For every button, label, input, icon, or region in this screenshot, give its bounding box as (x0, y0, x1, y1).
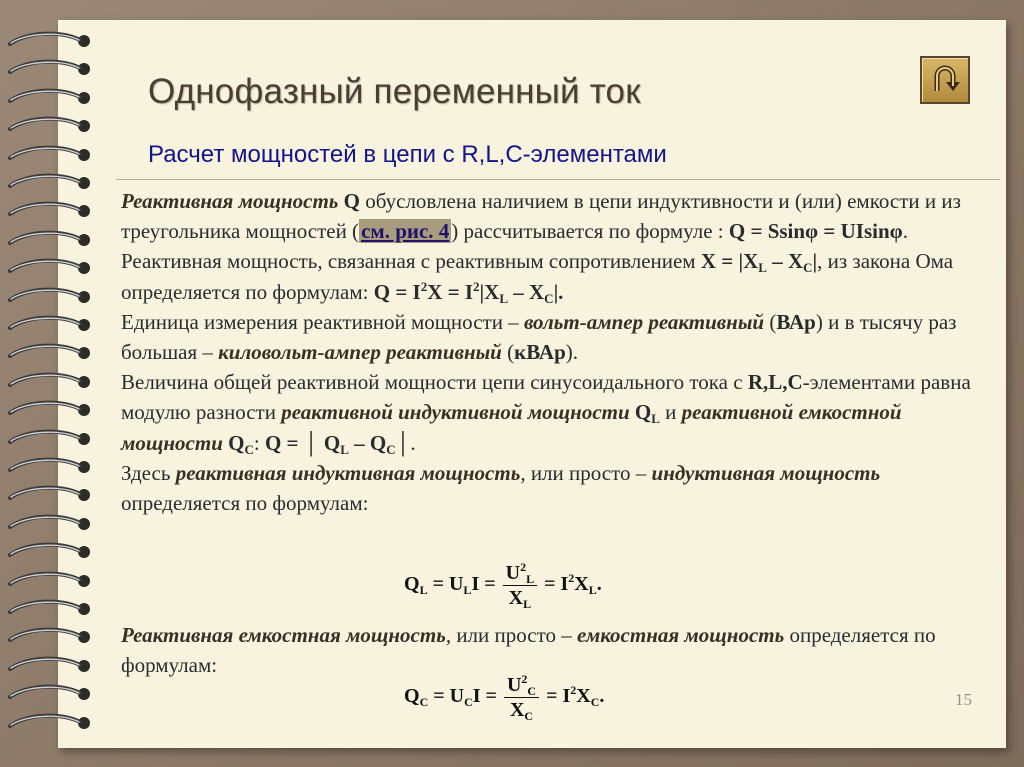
formula-ohm (374, 280, 564, 304)
divider (116, 179, 1000, 180)
fraction (504, 674, 539, 721)
fraction (503, 562, 537, 609)
slide-body (121, 186, 981, 518)
rlc: R,L,C (747, 370, 803, 395)
term: Реактивная мощность (121, 189, 339, 213)
subscript: C (386, 441, 396, 457)
formula-part: X (576, 685, 591, 708)
spiral-ring (6, 624, 98, 650)
spiral-ring (6, 511, 98, 537)
subscript: L (758, 260, 767, 276)
superscript: 2 (520, 560, 527, 574)
figure-link[interactable]: см. рис. 4 (361, 219, 450, 244)
subscript: L (499, 290, 508, 306)
subscript: L (526, 572, 535, 586)
subscript: C (244, 441, 254, 457)
paragraph-reactive-resistance (121, 246, 981, 306)
text: -элементами равна модулю разности (121, 370, 971, 425)
formula-part: = U (428, 685, 465, 708)
paragraph-units (121, 307, 981, 367)
spiral-ring (6, 312, 98, 338)
text: . (410, 430, 416, 455)
formula-part: X (509, 699, 525, 721)
superscript: 2 (568, 571, 575, 586)
spiral-ring (6, 284, 98, 310)
formula-part: I (471, 573, 480, 596)
subscript: C (527, 684, 537, 698)
symbol-qc (228, 431, 254, 455)
spiral-ring (6, 56, 98, 82)
spiral-ring (6, 198, 98, 224)
formula-part: – X (508, 279, 545, 304)
text: ) и в тысячу раз большая – (121, 309, 957, 365)
text: , из закона Ома определяется по формулам: (121, 249, 954, 304)
subscript: C (803, 260, 813, 276)
formula-part: X = I (427, 279, 474, 304)
formula-part: – X (766, 249, 804, 274)
subscript: L (523, 597, 532, 611)
subscript: L (651, 411, 660, 427)
formula-part: Q (404, 573, 420, 596)
spiral-ring (6, 653, 98, 679)
spiral-ring (6, 170, 98, 196)
formula-part: |X (479, 279, 500, 304)
term: реактивной индуктивной мощности (281, 400, 630, 425)
formula-part: X (574, 573, 589, 596)
paragraph-inductive (121, 458, 981, 518)
spiral-ring (6, 113, 98, 139)
spiral-ring (6, 85, 98, 111)
formula-x (700, 249, 818, 276)
formula-q: Q = Ssinφ = UIsinφ (728, 219, 903, 244)
formula-part: │ (395, 430, 411, 455)
text: Величина общей реактивной мощности цепи синусоидального тока с (121, 370, 748, 395)
superscript: 2 (420, 278, 428, 294)
subscript: C (590, 695, 600, 710)
spiral-ring (6, 255, 98, 281)
formula-part: Q (404, 685, 420, 708)
u-turn-arrow-icon (929, 64, 961, 94)
subscript: C (464, 695, 473, 710)
formula-part: = (479, 573, 501, 596)
spiral-ring (6, 454, 98, 480)
formula-part: Q (634, 400, 652, 425)
return-button[interactable] (920, 56, 970, 104)
formula-part: │ Q (303, 430, 341, 455)
spiral-ring (6, 681, 98, 707)
formula-part: = U (427, 573, 464, 596)
spiral-ring (6, 369, 98, 395)
formula-part: | (812, 249, 818, 274)
formula-part: Q = I (373, 279, 421, 304)
formula-part: = (480, 685, 502, 708)
term: индуктивная мощность (651, 460, 881, 485)
symbol-q: Q (343, 189, 360, 213)
text: ) рассчитывается по формуле : (451, 219, 729, 244)
formula-part: = I (539, 573, 569, 596)
text: : (253, 430, 265, 455)
spiral-ring (6, 142, 98, 168)
unit-abbr: ВАр (776, 309, 816, 334)
text: определяется по формулам: (121, 623, 936, 678)
superscript: 2 (570, 683, 577, 698)
text: обусловлена наличием в цепи индуктивности и (или) емкости и из треугольника мощностей ( (121, 189, 961, 244)
subscript: C (524, 709, 534, 723)
term: реактивной емкостной мощности (121, 400, 902, 455)
text: Единица измерения реактивной мощности – (121, 309, 524, 334)
text: Реактивная мощность, связанная с реактивным сопротивлением (121, 249, 701, 274)
spiral-ring (6, 426, 98, 452)
text: , или просто – (520, 460, 652, 485)
unit-var: вольт-ампер реактивный (523, 309, 765, 334)
formula-part: . (599, 685, 605, 708)
text: и (659, 400, 682, 425)
text: ). (565, 340, 579, 365)
formula-part: = I (541, 685, 571, 708)
subscript: C (419, 695, 429, 710)
formula-modulus (265, 431, 411, 455)
subscript: L (463, 583, 472, 598)
spiral-ring (6, 568, 98, 594)
formula-capacitive-power (404, 674, 604, 721)
formula-part: |. (553, 279, 564, 304)
slide-body-lower (121, 620, 981, 680)
subscript: C (544, 290, 554, 306)
paragraph-capacitive (121, 620, 981, 680)
formula-part: U (506, 674, 522, 696)
spiral-ring (6, 340, 98, 366)
spiral-ring (6, 596, 98, 622)
unit-abbr: кВАр (514, 340, 566, 365)
text: , или просто – (445, 623, 578, 647)
term: Реактивная емкостная мощность (121, 623, 446, 647)
formula-part: Q = (264, 430, 304, 455)
spiral-ring (6, 397, 98, 423)
term: емкостная мощность (577, 623, 785, 647)
term: реактивная индуктивная мощность (175, 460, 521, 485)
superscript: 2 (521, 672, 528, 686)
formula-part: X = |X (700, 249, 759, 274)
slide-title: Однофазный переменный ток (148, 72, 641, 111)
unit-kvar: киловольт-ампер реактивный (218, 340, 502, 365)
page-number: 15 (955, 690, 972, 709)
spiral-ring (6, 710, 98, 736)
formula-part: – Q (348, 430, 387, 455)
formula-part: U (505, 562, 521, 584)
text: ( (501, 340, 515, 365)
text: ( (764, 309, 777, 334)
superscript: 2 (473, 278, 480, 294)
spiral-binding (6, 28, 98, 738)
text: определяется по формулам: (121, 491, 369, 516)
text: . (902, 219, 909, 244)
formula-part: I (472, 685, 481, 708)
slide-subtitle: Расчет мощностей в цепи с R,L,C-элементами (148, 141, 667, 168)
spiral-ring (6, 482, 98, 508)
paragraph-total-reactive (121, 367, 981, 458)
subscript: L (419, 583, 428, 598)
text: Здесь (121, 460, 176, 485)
formula-inductive-power (404, 562, 602, 609)
formula-part: . (596, 573, 602, 596)
formula-part: Q (228, 430, 245, 455)
subscript: L (588, 583, 597, 598)
spiral-ring (6, 539, 98, 565)
spiral-ring (6, 28, 98, 54)
paragraph-reactive-power (121, 186, 981, 246)
symbol-ql (634, 400, 660, 427)
spiral-ring (6, 227, 98, 253)
subscript: L (340, 441, 349, 457)
formula-part: X (508, 587, 524, 609)
